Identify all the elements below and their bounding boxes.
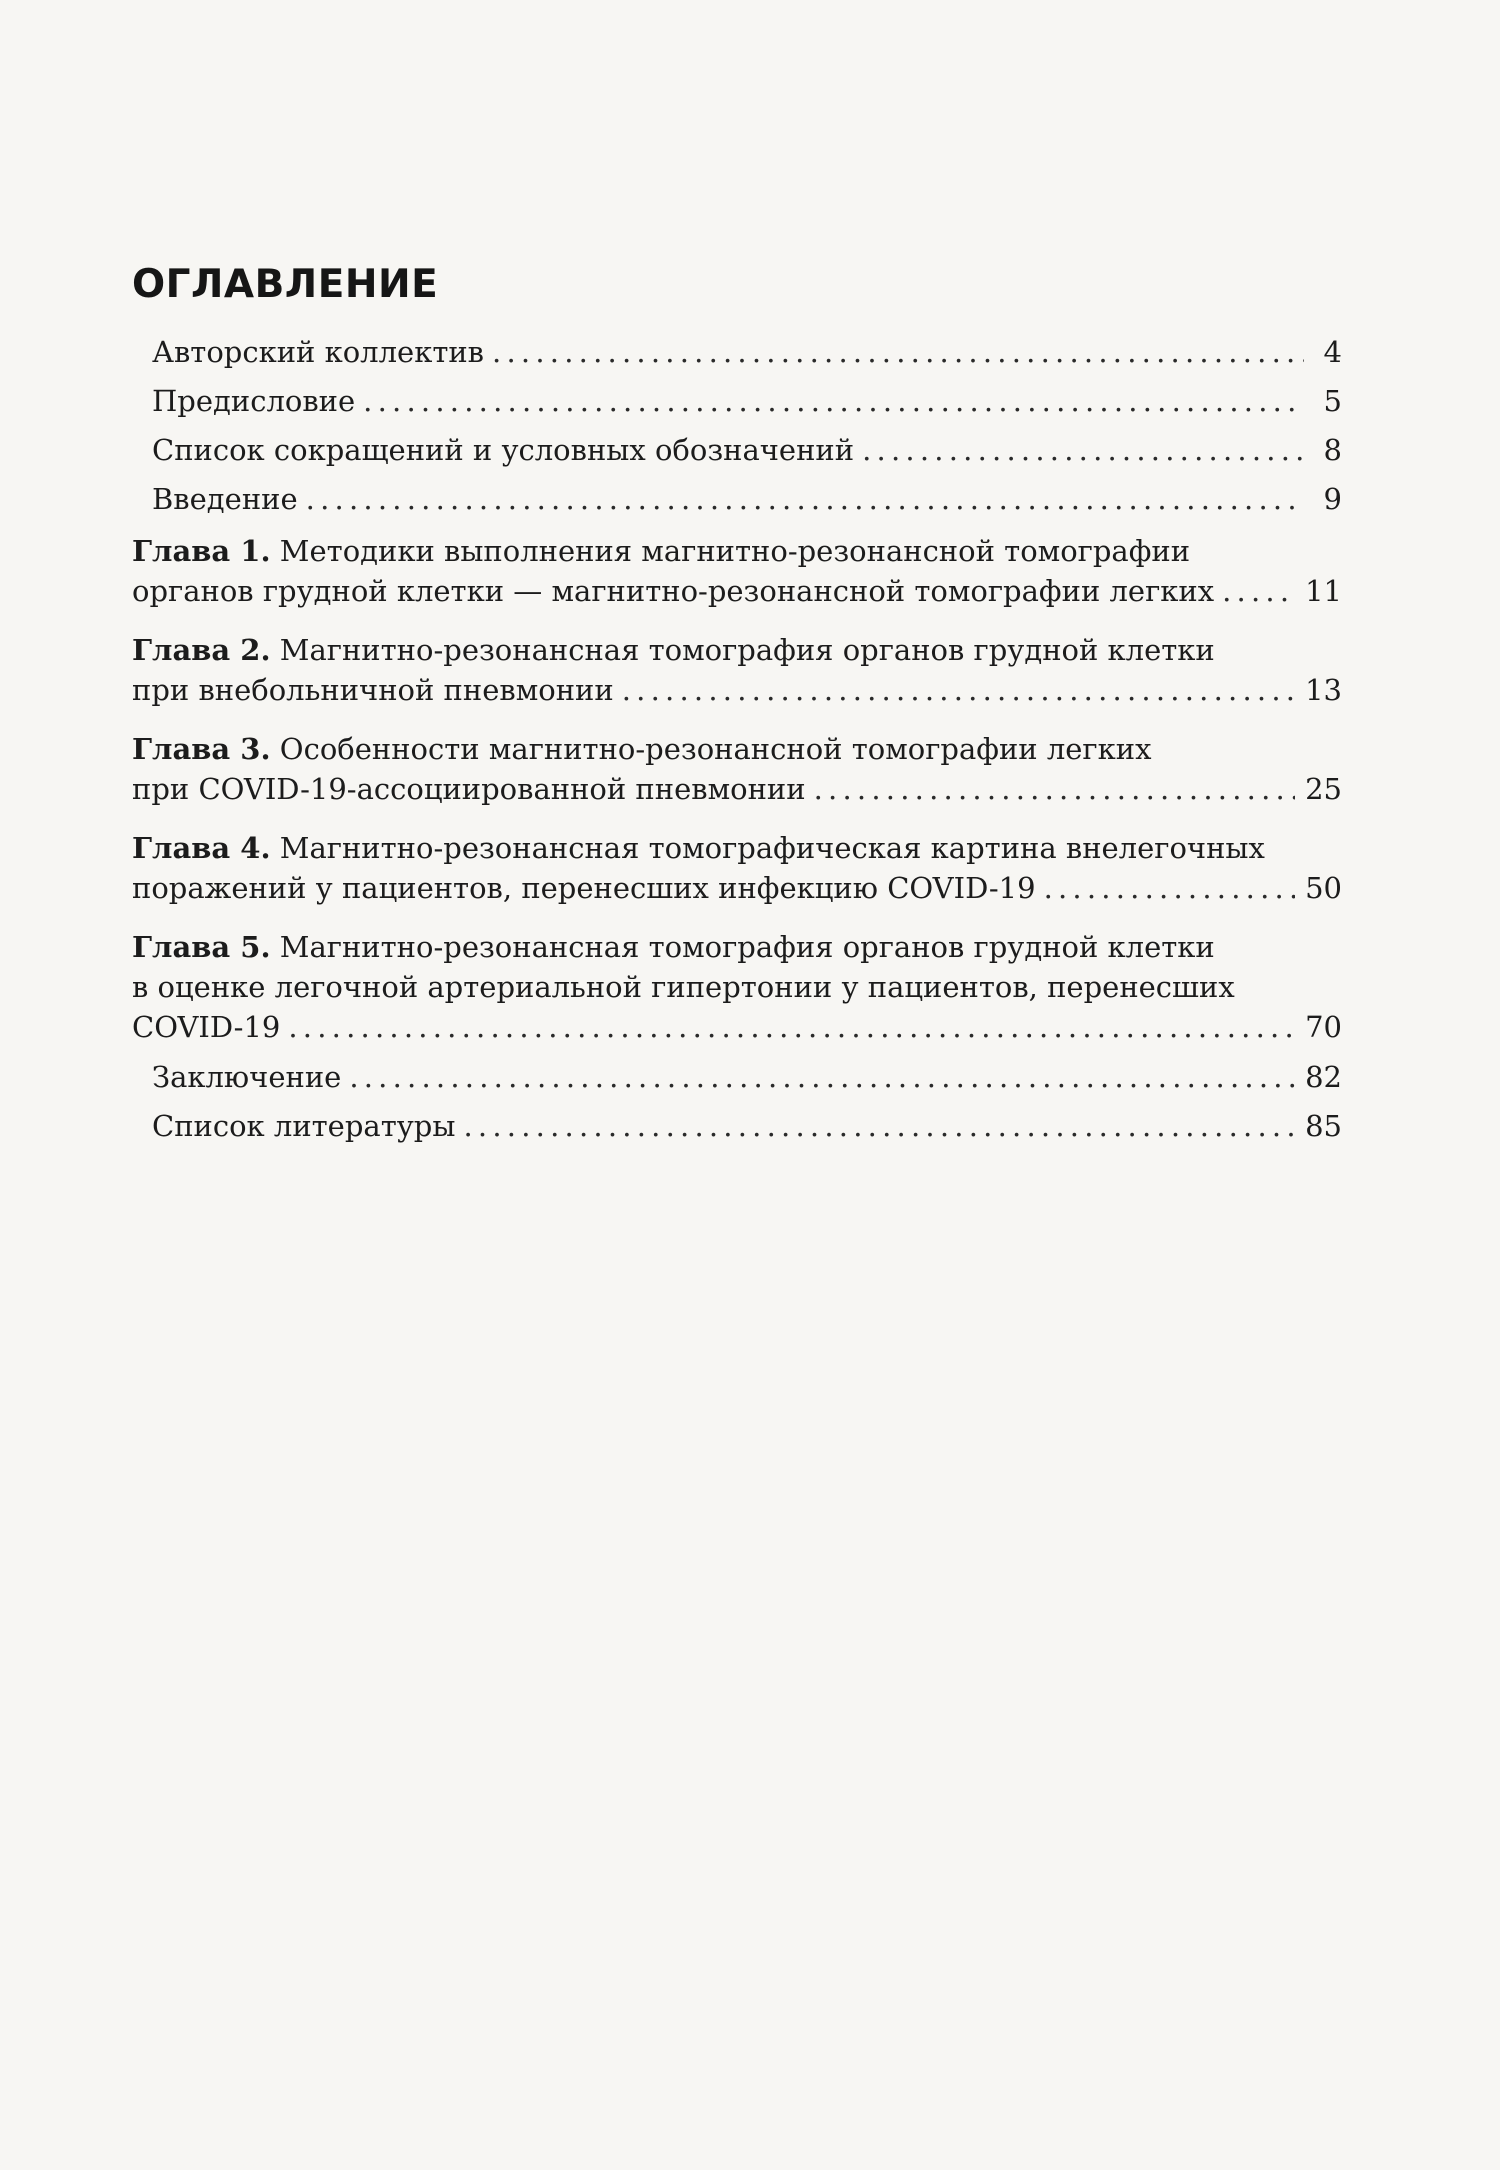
chapter-title-line: в оценке легочной артериальной гипертонии у пациентов, перенесших [132, 970, 1235, 1004]
table-of-contents [132, 332, 1342, 1155]
chapter-label: Глава 3. [132, 732, 271, 766]
toc-entry-chapter-1[interactable] [132, 531, 1342, 611]
dot-leader [463, 1106, 1295, 1146]
dot-leader [622, 670, 1295, 710]
dot-leader [306, 479, 1304, 519]
toc-page-number: 11 [1305, 574, 1342, 608]
toc-page-number: 8 [1323, 433, 1342, 467]
toc-page-number: 85 [1305, 1109, 1342, 1143]
toc-entry-label: Авторский коллектив [152, 335, 485, 369]
chapter-title-line: органов грудной клетки — магнитно-резонансной томографии легких [132, 574, 1215, 608]
toc-entry-chapter-3[interactable] [132, 729, 1342, 809]
dot-leader [288, 1007, 1295, 1047]
chapter-title-line: Магнитно-резонансная томографическая картина внелегочных [279, 831, 1265, 865]
toc-page-number: 13 [1305, 673, 1342, 707]
toc-entry-label: Предисловие [152, 384, 356, 418]
dot-leader [862, 430, 1304, 470]
chapter-title-line: COVID-19 [132, 1010, 281, 1044]
dot-leader [1044, 868, 1296, 908]
toc-page-number: 9 [1323, 482, 1342, 516]
chapter-title-line: Магнитно-резонансная томография органов грудной клетки [279, 633, 1215, 667]
toc-entry-conclusion[interactable] [132, 1057, 1342, 1097]
dot-leader [814, 769, 1296, 809]
chapter-label: Глава 2. [132, 633, 271, 667]
chapter-title-line: при внебольничной пневмонии [132, 673, 614, 707]
toc-entry-chapter-5[interactable] [132, 927, 1342, 1047]
toc-entry-label: Список литературы [152, 1109, 456, 1143]
toc-entry-introduction[interactable] [132, 479, 1342, 519]
toc-entry-label: Введение [152, 482, 298, 516]
chapter-title-line: при COVID-19-ассоциированной пневмонии [132, 772, 806, 806]
toc-entry-label: Список сокращений и условных обозначений [152, 433, 855, 467]
toc-entry-chapter-4[interactable] [132, 828, 1342, 908]
toc-entry-preface[interactable] [132, 381, 1342, 421]
dot-leader [363, 381, 1304, 421]
toc-page-number: 5 [1323, 384, 1342, 418]
toc-entry-references[interactable] [132, 1106, 1342, 1146]
toc-entry-chapter-2[interactable] [132, 630, 1342, 710]
page-title: ОГЛАВЛЕНИЕ [132, 262, 439, 307]
toc-entry-authors[interactable] [132, 332, 1342, 372]
chapter-title-line: поражений у пациентов, перенесших инфекцию COVID-19 [132, 871, 1036, 905]
toc-page-number: 82 [1305, 1060, 1342, 1094]
chapter-title-line: Особенности магнитно-резонансной томографии легких [279, 732, 1152, 766]
dot-leader [349, 1057, 1295, 1097]
toc-page-number: 25 [1305, 772, 1342, 806]
toc-entry-abbreviations[interactable] [132, 430, 1342, 470]
dot-leader [1222, 571, 1295, 611]
chapter-label: Глава 1. [132, 534, 271, 568]
chapter-label: Глава 4. [132, 831, 271, 865]
chapter-title-line: Магнитно-резонансная томография органов грудной клетки [279, 930, 1215, 964]
toc-page-number: 70 [1305, 1010, 1342, 1044]
chapter-title-line: Методики выполнения магнитно-резонансной томографии [279, 534, 1191, 568]
toc-page-number: 4 [1323, 335, 1342, 369]
dot-leader [492, 332, 1304, 372]
chapter-label: Глава 5. [132, 930, 271, 964]
toc-entry-label: Заключение [152, 1060, 342, 1094]
toc-page-number: 50 [1305, 871, 1342, 905]
